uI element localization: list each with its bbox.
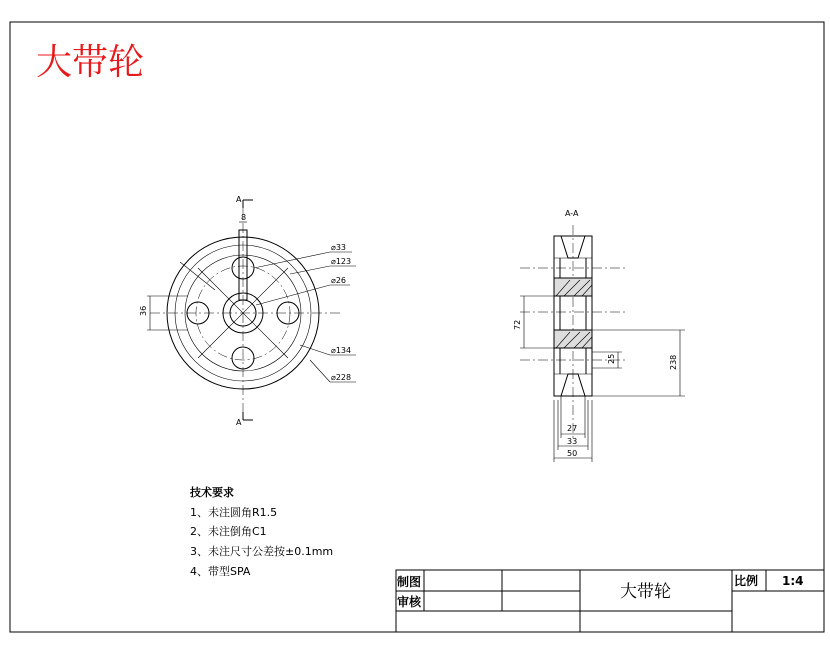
dim-238: 238 bbox=[669, 354, 678, 370]
section-view bbox=[513, 209, 685, 462]
title-block-drawn: 制图 bbox=[397, 575, 422, 589]
dim-d228: ⌀228 bbox=[331, 373, 352, 382]
tech-item-2: 2、未注倒角C1 bbox=[190, 525, 267, 538]
dim-25: 25 bbox=[607, 353, 616, 364]
section-mark-bottom: A bbox=[236, 418, 242, 427]
dim-27: 27 bbox=[567, 424, 578, 433]
dim-d134: ⌀134 bbox=[331, 346, 352, 355]
tech-item-4: 4、带型SPA bbox=[190, 565, 251, 578]
dim-d26: ⌀26 bbox=[331, 276, 346, 285]
dim-d33: ⌀33 bbox=[331, 243, 346, 252]
tech-heading: 技术要求 bbox=[190, 486, 234, 499]
dim-33: 33 bbox=[567, 437, 578, 446]
section-label: A-A bbox=[565, 209, 579, 218]
title-block-checked: 审核 bbox=[397, 595, 422, 609]
tech-item-3: 3、未注尺寸公差按±0.1mm bbox=[190, 545, 334, 558]
dim-72: 72 bbox=[513, 319, 522, 330]
title-block-part-name: 大带轮 bbox=[620, 582, 671, 602]
front-view bbox=[139, 195, 356, 427]
drawing-title: 大带轮 bbox=[36, 42, 145, 83]
title-block-scale-value: 1:4 bbox=[782, 574, 804, 588]
section-mark-top: A bbox=[236, 195, 242, 204]
drawing-frame bbox=[10, 22, 824, 632]
dim-d123: ⌀123 bbox=[331, 257, 352, 266]
dim-width-8: 8 bbox=[241, 213, 247, 222]
title-block bbox=[396, 570, 824, 632]
dim-36: 36 bbox=[139, 305, 148, 316]
tech-item-1: 1、未注圆角R1.5 bbox=[190, 506, 278, 519]
title-block-scale-label: 比例 bbox=[734, 574, 759, 588]
tech-requirements bbox=[189, 485, 333, 578]
dim-50: 50 bbox=[567, 449, 578, 458]
